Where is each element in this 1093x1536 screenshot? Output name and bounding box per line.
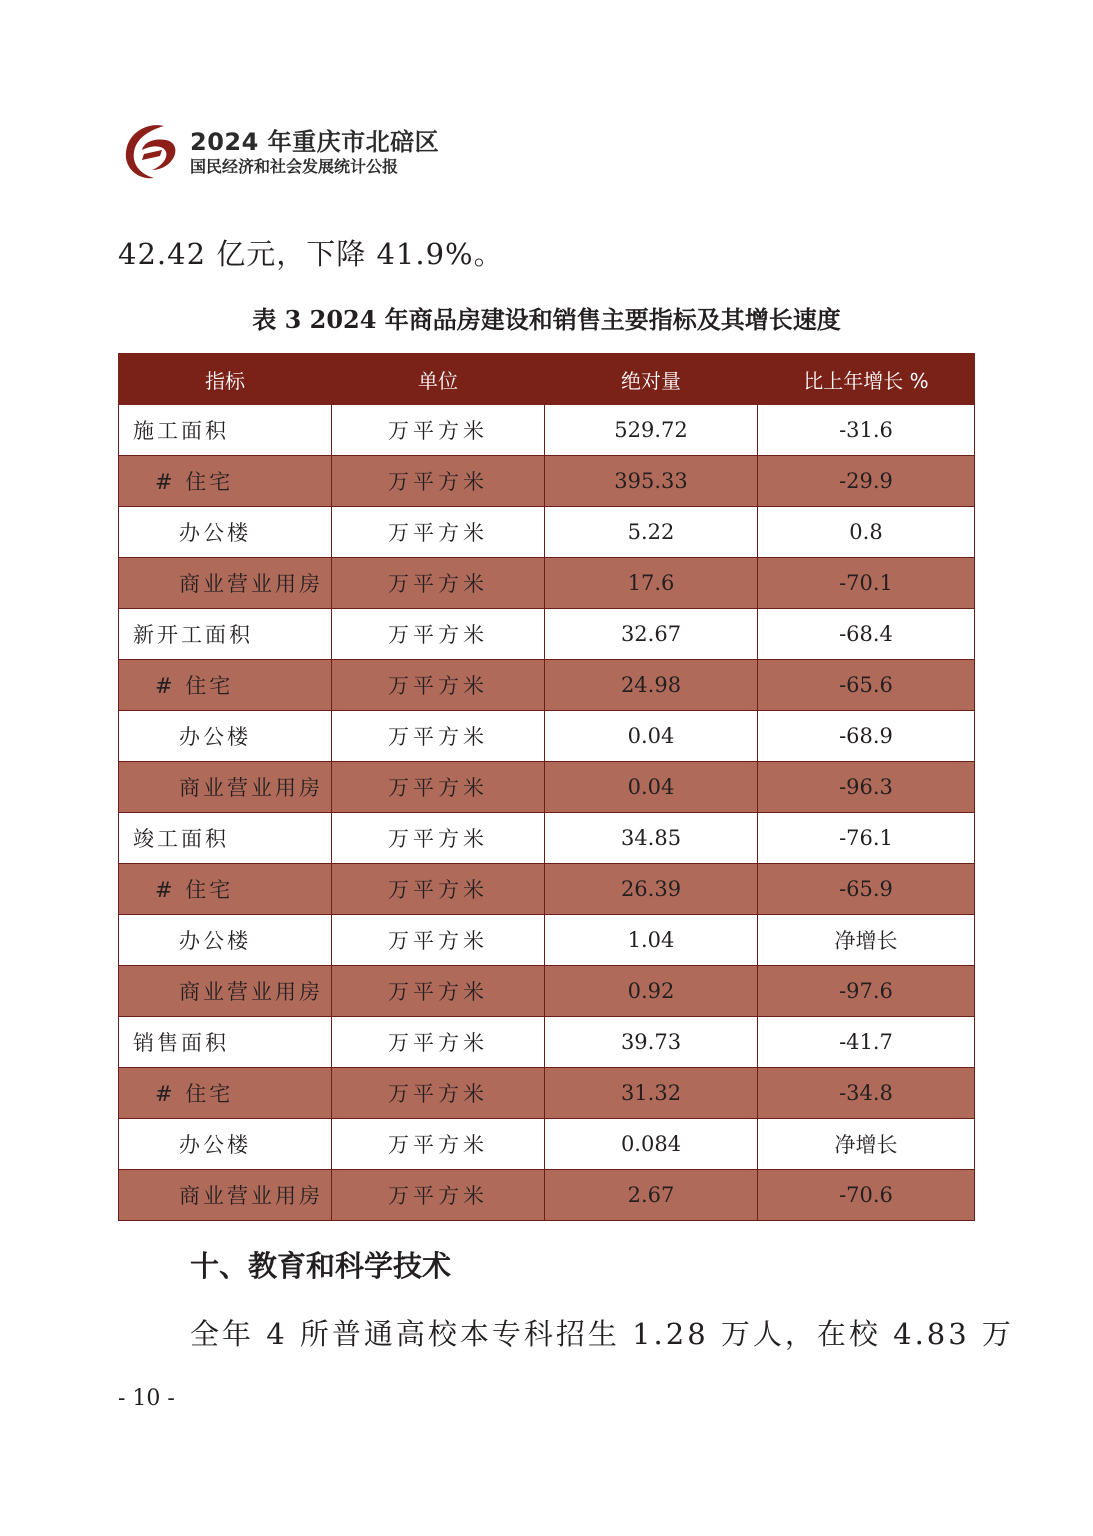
header-title: 2024 年重庆市北碚区 — [190, 128, 440, 156]
table-row — [119, 660, 975, 711]
cell-growth: -70.1 — [758, 558, 975, 609]
cell-growth: 净增长 — [758, 1119, 975, 1170]
cell-growth: -68.9 — [758, 711, 975, 762]
cell-value: 5.22 — [545, 507, 758, 558]
header-subtitle: 国民经济和社会发展统计公报 — [190, 157, 399, 176]
cell-unit: 万平方米 — [332, 1119, 545, 1170]
cell-indicator: # 住宅 — [119, 456, 332, 507]
cell-value: 0.04 — [545, 711, 758, 762]
table-row — [119, 609, 975, 660]
cell-growth: -97.6 — [758, 966, 975, 1017]
cell-value: 24.98 — [545, 660, 758, 711]
column-header-indicator: 指标 — [119, 354, 332, 405]
cell-growth: -65.6 — [758, 660, 975, 711]
cell-unit: 万平方米 — [332, 405, 545, 456]
cell-growth: -68.4 — [758, 609, 975, 660]
table-row — [119, 711, 975, 762]
cell-growth: -70.6 — [758, 1170, 975, 1221]
cell-unit: 万平方米 — [332, 915, 545, 966]
report-header — [118, 120, 618, 184]
page-number: - 10 - — [118, 1386, 175, 1411]
cell-unit: 万平方米 — [332, 762, 545, 813]
cell-unit: 万平方米 — [332, 558, 545, 609]
cell-value: 0.04 — [545, 762, 758, 813]
cell-value: 39.73 — [545, 1017, 758, 1068]
cell-indicator: 商业营业用房 — [119, 1170, 332, 1221]
cell-indicator: 新开工面积 — [119, 609, 332, 660]
cell-indicator: 办公楼 — [119, 1119, 332, 1170]
cell-unit: 万平方米 — [332, 1017, 545, 1068]
table-row — [119, 864, 975, 915]
cell-unit: 万平方米 — [332, 456, 545, 507]
table-row — [119, 1170, 975, 1221]
table-row — [119, 762, 975, 813]
table-row — [119, 507, 975, 558]
cell-indicator: 办公楼 — [119, 711, 332, 762]
cell-value: 0.92 — [545, 966, 758, 1017]
column-header-unit: 单位 — [332, 354, 545, 405]
cell-value: 26.39 — [545, 864, 758, 915]
cell-unit: 万平方米 — [332, 660, 545, 711]
cell-value: 2.67 — [545, 1170, 758, 1221]
cell-indicator: # 住宅 — [119, 864, 332, 915]
cell-indicator: 办公楼 — [119, 915, 332, 966]
cell-indicator: 商业营业用房 — [119, 966, 332, 1017]
column-header-value: 绝对量 — [545, 354, 758, 405]
cell-value: 34.85 — [545, 813, 758, 864]
housing-indicators-table — [118, 353, 975, 1221]
cell-unit: 万平方米 — [332, 1068, 545, 1119]
cell-indicator: 施工面积 — [119, 405, 332, 456]
lead-text: 42.42 亿元，下降 41.9%。 — [118, 237, 504, 271]
table-row — [119, 1068, 975, 1119]
cell-unit: 万平方米 — [332, 1170, 545, 1221]
cell-unit: 万平方米 — [332, 609, 545, 660]
cell-indicator: 商业营业用房 — [119, 762, 332, 813]
cell-growth: -96.3 — [758, 762, 975, 813]
cell-value: 529.72 — [545, 405, 758, 456]
cell-growth: -34.8 — [758, 1068, 975, 1119]
cell-growth: -41.7 — [758, 1017, 975, 1068]
cell-unit: 万平方米 — [332, 507, 545, 558]
table-row — [119, 1017, 975, 1068]
cell-growth: -29.9 — [758, 456, 975, 507]
table-row — [119, 1119, 975, 1170]
table-caption: 表 3 2024 年商品房建设和销售主要指标及其增长速度 — [252, 305, 841, 334]
logo-icon — [118, 120, 180, 182]
cell-value: 395.33 — [545, 456, 758, 507]
cell-indicator: 办公楼 — [119, 507, 332, 558]
table-body — [119, 405, 975, 1221]
cell-indicator: 商业营业用房 — [119, 558, 332, 609]
cell-growth: 0.8 — [758, 507, 975, 558]
section-heading: 十、教育和科学技术 — [190, 1249, 452, 1283]
body-paragraph: 全年 4 所普通高校本专科招生 1.28 万人，在校 4.83 万 — [190, 1317, 1014, 1351]
cell-growth: 净增长 — [758, 915, 975, 966]
cell-value: 17.6 — [545, 558, 758, 609]
table-row — [119, 915, 975, 966]
cell-indicator: # 住宅 — [119, 660, 332, 711]
cell-growth: -65.9 — [758, 864, 975, 915]
cell-unit: 万平方米 — [332, 966, 545, 1017]
table-header-row — [119, 354, 975, 405]
cell-unit: 万平方米 — [332, 813, 545, 864]
table-row — [119, 558, 975, 609]
cell-value: 0.084 — [545, 1119, 758, 1170]
column-header-growth: 比上年增长 % — [758, 354, 975, 405]
cell-growth: -76.1 — [758, 813, 975, 864]
cell-growth: -31.6 — [758, 405, 975, 456]
cell-value: 1.04 — [545, 915, 758, 966]
cell-indicator: 销售面积 — [119, 1017, 332, 1068]
table-row — [119, 813, 975, 864]
cell-unit: 万平方米 — [332, 864, 545, 915]
cell-value: 31.32 — [545, 1068, 758, 1119]
table-row — [119, 405, 975, 456]
cell-indicator: 竣工面积 — [119, 813, 332, 864]
table-row — [119, 456, 975, 507]
cell-indicator: # 住宅 — [119, 1068, 332, 1119]
cell-value: 32.67 — [545, 609, 758, 660]
table-row — [119, 966, 975, 1017]
cell-unit: 万平方米 — [332, 711, 545, 762]
